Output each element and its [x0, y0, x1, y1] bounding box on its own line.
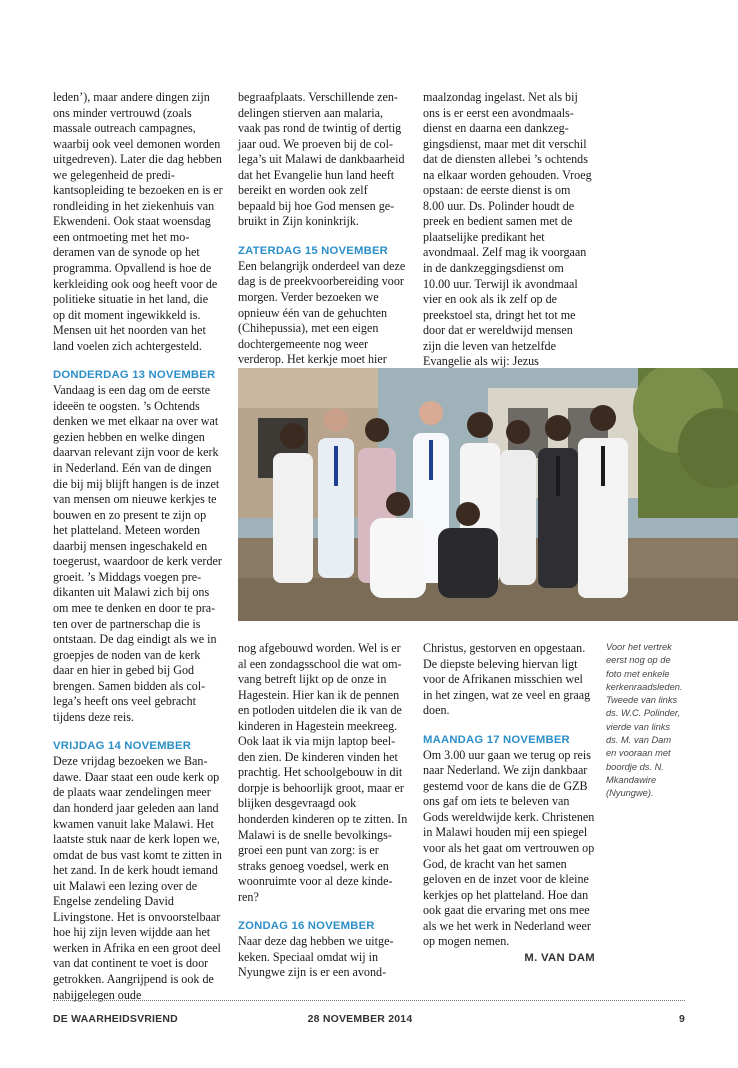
section-heading-thursday: DONDERDAG 13 NOVEMBER [53, 369, 216, 382]
body-paragraph: Deze vrijdag bezoeken we Bandawe. Daar staat een oude kerk op de plaats waar zendelingen meer dan honderd jaar geleden aan land kwamen vanuit lake Malawi. Het laatste stuk naar de kerk lopen we, omdat de bus vast komt te zitten in het zand. In de kerk houdt iemand uit Malawi een lezing over de Engelse zendeling David Livingstone. Het is onvoorstelbaar hoe hij zijn leven wijdde aan het werken in Afrika en een groot deel van dat continent te voet is door getrokken. Aangrijpend is ook de nabijgelegen oude [53, 754, 222, 1002]
caption-line: vierde van links [606, 721, 671, 732]
section-heading-monday: MAANDAG 17 NOVEMBER [423, 733, 570, 746]
section-heading-sunday: ZONDAG 16 NOVEMBER [238, 920, 375, 933]
author-signature: M. VAN DAM [524, 951, 595, 964]
body-paragraph: Een belangrijk onderdeel van deze dag is de preekvoorbereiding voor morgen. Verder bezoeken we opnieuw één van de gehuchten (Chihepussia), met een eigen dochtergemeente nog weer verderop. Het kerkje moet hier [238, 258, 406, 367]
body-paragraph: Naar deze dag hebben we uitgekeken. Speciaal omdat wij in Nyungwe zijn is er een avond- [238, 934, 394, 980]
body-paragraph: Christus, gestorven en opgestaan. De diepste beleving hiervan ligt voor de Afrikanen misschien wel in het zingen, wat ze veel en graag doen. [423, 641, 591, 718]
article-column-2-bottom [238, 641, 408, 981]
caption-line: boordje ds. N. [606, 761, 664, 772]
body-paragraph: Vandaag is een dag om de eerste ideeën te oogsten. ’s Ochtends denken we met elkaar na over wat gezien hebben en welke dingen daarvan relevant zijn voor de kerk in Nederland. Eén van de dingen die bij mij blijft hangen is de inzet van mensen om nieuwe kerkjes te bouwen en zo present te zijn op het platteland. Meteen worden daarbij mensen ingeschakeld en toegerust, waardoor de kerk verder groeit. ’s Middags voegen predikanten uit Malawi zich bij ons om mee te denken en door te praten over de partnerschap die is ontstaan. De dag eindigt als we in groepjes de noden van de kerk daar en hier in gebed bij God brengen. Samen bidden als collega’s heeft ons veel gebracht tijdens deze reis. [53, 383, 222, 724]
body-paragraph: Om 3.00 uur gaan we terug op reis naar Nederland. We zijn dankbaar gestemd voor de kans die de GZB ons gaf om iets te beleven van Gods wereldwijde kerk. Christenen in Malawi houden mij een spiegel voor als het gaat om vertrouwen op God, de kracht van het samen geloven en de inzet voor de kleine kerkjes op het platteland. Hoe dan ook gaat die ervaring met ons mee als we het werk in Nederland weer op mogen nemen. [423, 747, 595, 949]
caption-line: Mkandawire [606, 774, 657, 785]
photo-caption [606, 641, 718, 801]
article-column-2-top [238, 90, 408, 368]
caption-line: en vooraan met [606, 748, 671, 759]
caption-line: Tweede van links [606, 695, 678, 706]
caption-line: eerst nog op de [606, 655, 671, 666]
caption-line: (Nyungwe). [606, 788, 654, 799]
group-photo [238, 368, 738, 621]
caption-line: ds. M. van Dam [606, 735, 672, 746]
article-column-3-bottom [423, 641, 595, 966]
caption-line: kerkenraadsleden. [606, 681, 683, 692]
footer-divider [53, 1000, 685, 1001]
caption-line: Voor het vertrek [606, 642, 672, 652]
body-paragraph: maalzondag ingelast. Net als bij ons is er eerst een avondmaalsdienst en daarna een dankzeggingsdienst, maar met dit verschil dat de diensten allebei ’s ochtends na elkaar worden gehouden. Vroeg opstaan: de eerste dienst is om 8.00 uur. Ds. Polinder houdt de preek en bedient samen met de plaatselijke predikant het avondmaal. Zelf mag ik voorgaan in de dankzeggingsdienst om 10.00 uur. Terwijl ik avondmaal vier en ook als ik zelf op de preekstoel sta, dringt het tot me door dat er wereldwijd mensen zijn die leven van hetzelfde Evangelie als wij: Jezus [423, 90, 592, 369]
article-column-3-top [423, 90, 593, 370]
body-paragraph: nog afgebouwd worden. Wel is er al een zondagsschool die wat omvang betreft lijkt op de onze in Hagestein. Hier kan ik de pennen en potloden uitdelen die ik van de kinderen in Hagestein meekreeg. Ook laat ik via mijn laptop beelden zien. De kinderen vinden het prachtig. Het schoolgebouw in dit dorpje is behoorlijk groot, maar er blijken desgevraagd ook honderden kinderen op te zitten. In Malawi is de snelle bevolkingsgroei een punt van zorg: is er straks genoeg voedsel, werk en woonruimte voor al deze kinderen? [238, 641, 408, 904]
publication-name: DE WAARHEIDSVRIEND [53, 1013, 178, 1025]
caption-line: foto met enkele [606, 668, 670, 679]
body-paragraph: leden’), maar andere dingen zijn ons minder vertrouwd (zoals massale outreach campagnes, waarbij ook veel demonen worden uitgedreven). Later die dag hebben we gelegenheid de predikantsopleiding te bezoeken en is er rondleiding in het ziekenhuis van Ekwendeni. Ook staat woensdag een ontmoeting met het moderamen van de synode op het programma. Opvallend is hoe de kerkleiding ook oog heeft voor de politieke situatie in het land, die op dit moment ingewikkeld is. Mensen uit het noorden van het land voelen zich achtergesteld. [53, 90, 223, 353]
body-paragraph: begraafplaats. Verschillende zendelingen stierven aan malaria, vaak pas rond de twintig of dertig jaar oud. We proeven bij de collega’s uit Malawi de dankbaarheid dat het Evangelie hun land heeft bereikt en worden ook zelf bepaald bij hoe God mensen gebruikt in Zijn koninkrijk. [238, 90, 405, 229]
section-heading-friday: VRIJDAG 14 NOVEMBER [53, 740, 192, 753]
issue-date: 28 NOVEMBER 2014 [307, 1013, 413, 1025]
page-number: 9 [678, 1013, 685, 1025]
caption-line: ds. W.C. Polinder, [606, 708, 681, 719]
section-heading-saturday: ZATERDAG 15 NOVEMBER [238, 244, 389, 257]
article-column-1 [53, 90, 223, 1003]
